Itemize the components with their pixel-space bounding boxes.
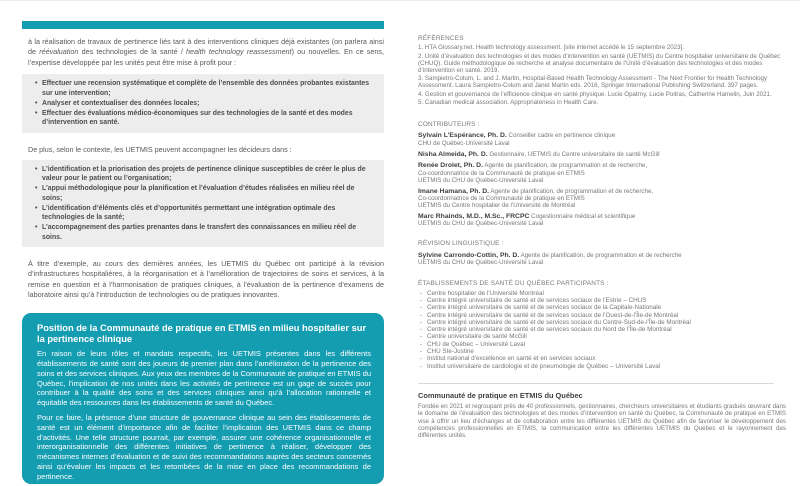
- establishment-item: - Centre universitaire de santé McGill: [427, 333, 786, 340]
- bullet-box-capabilities: [22, 74, 384, 132]
- reference-item: 3. Sampietro-Colum, L. and J. Martin, Hospital-Based Health Technology Assessment - The Next Frontier for Health Technology Assessment. Laura Sampietro-Colum and Janet Martin eds. 2016, Springer International Publishing Switzerland. 397 pages.: [418, 75, 768, 90]
- contributor-entry: [418, 151, 786, 158]
- section-divider: [418, 383, 774, 384]
- position-statement-paragraph-2: Pour ce faire, la présence d’une structure de gouvernance clinique au sein des établissements de santé est un élément d’importance afin de faciliter l’implication des UETMIS dans ce champ d’activités. Une telle structure pourrait, par exemple, assurer une cohérence organisationnelle et interorganisationnelle des différentes initiatives de pertinence à réaliser, développer des mécanismes internes d’évaluation et de suivi des recommandations auprès des secteurs concernés ainsi qu’évaluer les impacts et les retombées de la mise en place des recommandations de pertinence.: [37, 413, 371, 481]
- intro-paragraph: [22, 37, 384, 68]
- contributor-name: Nisha Almeida, Ph. D.: [418, 150, 488, 158]
- contributor-affiliation: CHU de Québec-Université Laval: [418, 139, 510, 147]
- contributors-section: [418, 121, 786, 227]
- contributor-role: Cogestionnaire médical et scientifique: [531, 213, 636, 221]
- bullet-item: • L’identification d’éléments clés et d’opportunités permettant une intégration optimale des technologies de la santé;: [42, 204, 374, 223]
- bullet-item: • L’appui méthodologique pour la planification et l’évaluation d’études réalisées en milieu réel de soins;: [42, 184, 374, 203]
- reference-item: 4. Gestion et gouvernance de l’efficience clinique en santé physique. Lucie Opatrny, Lucie Poitras, Catherine Hamelin, Juin 2021.: [418, 90, 772, 98]
- establishment-item: - Centre intégré universitaire de santé et de services sociaux de l’Ouest-de-l’Île-de Montréal: [427, 312, 786, 319]
- references-heading: RÉFÉRENCES: [418, 35, 464, 42]
- community-footer-text: Fondée en 2021 et regroupant près de 40 professionnels, gestionnaires, chercheurs universitaires et étudiants gradués œuvrant dans le domaine de l’évaluation des technologies et des modes d’intervention en santé du Québec, la Communauté de pratique en ETMIS vise à offrir un lieu d’échanges et de collaboration entre les différentes UETMIS du Québec afin de favoriser le développement des compétences professionnelles en ETMIS, la communication entre les différentes UETMIS du Québec et le rayonnement des différentes unités.: [418, 402, 786, 440]
- contributor-affiliation: UETMIS du CHU de Québec-Université Laval: [418, 176, 544, 184]
- intro-italic-2: health technology reassessment: [186, 47, 292, 57]
- references-section: [418, 35, 786, 106]
- connector-sentence: De plus, selon le contexte, les UETMIS peuvent accompagner les décideurs dans :: [28, 144, 292, 154]
- intro-italic-1: réévaluation: [39, 47, 79, 57]
- contributor-role: Agente de planification, de programmation et de recherche,: [484, 162, 648, 170]
- teal-accent-bar: [22, 21, 384, 29]
- contributor-affiliation: Co-coordonnatrice de la Communauté de pratique en ETMIS: [418, 169, 585, 177]
- contributor-entry: [418, 132, 786, 146]
- revision-heading: RÉVISION LINGUISTIQUE :: [418, 240, 504, 248]
- community-footer-heading: Communauté de pratique en ETMIS du Québec: [418, 390, 583, 400]
- bullet-item: • Analyser et contextualiser des données locales;: [42, 99, 374, 108]
- establishment-item: - Centre intégré universitaire de santé et de services sociaux de la Capitale-Nationale: [427, 304, 786, 311]
- establishments-heading: ÉTABLISSEMENTS DE SANTÉ DU QUÉBEC PARTICIPANTS :: [418, 280, 609, 288]
- position-statement-box: [22, 313, 384, 484]
- contributors-heading: CONTRIBUTEURS :: [418, 121, 480, 129]
- contributor-entry: [418, 188, 786, 209]
- establishment-item: - Centre intégré universitaire de santé et de services sociaux du Nord de l’Île-de Montréal: [427, 326, 786, 333]
- revision-entry: [418, 252, 786, 266]
- establishments-section: [418, 280, 786, 370]
- community-footer-section: [418, 391, 786, 439]
- bullet-item: • Effectuer une recension systématique et complète de l’ensemble des données probantes existantes sur une intervention;: [42, 79, 374, 98]
- reference-item: 5. Canadian medical association. Appropriateness in Health Care.: [418, 98, 599, 106]
- bullet-box-support: [22, 160, 384, 247]
- bullet-item: • L’accompagnement des parties prenantes dans le transfert des connaissances en milieu réel de soins.: [42, 223, 374, 242]
- bullet-item: • L’identification et la priorisation des projets de pertinence clinique susceptibles de créer le plus de valeur pour le patient ou l’organisation;: [42, 165, 374, 184]
- revision-role: Agente de planification, de programmation et de recherche: [520, 251, 682, 259]
- position-statement-title: Position de la Communauté de pratique en ETMIS en milieu hospitalier sur la pertinence clinique: [37, 322, 367, 344]
- bullet-item: • Effectuer des évaluations médico-économiques sur des technologies de la santé et des modes d’intervention en santé.: [42, 109, 374, 128]
- example-paragraph: À titre d’exemple, au cours des dernières années, les UETMIS du Québec ont participé à la révision d’infrastructures hospitalières, à la réorganisation et à l’amélioration de trajectoires de soins et services, à la remise en question et à l’harmonisation de pratiques cliniques, à l’évaluation de la pertinence d’examens de laboratoire ainsi qu’à l’introduction de technologies ou de pratiques innovantes.: [28, 259, 384, 300]
- contributor-affiliation: Co-coordonnatrice de la Communauté de pratique en ETMIS: [418, 195, 585, 203]
- intro-text-1: à la réalisation de travaux de pertinence liés tant à des interventions cliniques déjà existantes (on parlera ainsi de: [28, 37, 384, 57]
- bullet-list: [32, 165, 374, 242]
- contributor-role: Gestionnaire, UETMIS du Centre universitaire de santé McGill: [489, 150, 660, 158]
- intro-text-2: des technologies de la santé /: [78, 47, 187, 57]
- establishment-item: - CHU de Québec – Université Laval: [427, 341, 786, 348]
- establishment-item: - Institut universitaire de cardiologie et de pneumologie de Québec – Université Laval: [427, 363, 786, 370]
- right-column: [418, 35, 786, 439]
- contributor-name: Sylvain L’Espérance, Ph. D.: [418, 132, 507, 140]
- contributor-affiliation: UETMIS du CHU de Québec-Université Laval: [418, 220, 544, 228]
- contributor-affiliation: UETMIS du Centre hospitalier de l’Université de Montréal: [418, 202, 576, 210]
- linguistic-revision-section: [418, 240, 786, 266]
- contributor-entry: [418, 213, 786, 227]
- contributor-name: Imane Hamana, Ph. D.: [418, 187, 490, 195]
- establishment-item: - Centre hospitalier de l’Université Montréal: [427, 290, 786, 297]
- reference-item: 1. HTA Glossary.net. Health technology assessment. [site internet accédé le 15 septembre 2023].: [418, 44, 684, 52]
- revision-name: Sylvine Carrondo-Cottin, Ph. D.: [418, 251, 520, 259]
- contributor-role: Agente de planification, de programmation et de recherche,: [490, 187, 654, 195]
- reference-item: 2. Unité d’évaluation des technologies et des modes d’intervention en santé (UETMIS) du Centre hospitalier universitaire de Québec (CHUQ). Guide méthodologique de recherche et analyse documentaire de l’Unité d’évaluation des technologies et des modes d’intervention en santé. 2019.: [418, 52, 781, 75]
- contributor-role: Conseiller cadre en pertinence clinique: [508, 132, 616, 140]
- establishments-list: [418, 290, 786, 370]
- contributor-name: Marc Rhainds, M.D., M.Sc., FRCPC: [418, 213, 530, 221]
- establishment-item: - Centre intégré universitaire de santé et de services sociaux du Centre-Sud-de-l’Île-de Montréal: [427, 319, 786, 326]
- bullet-list: [32, 79, 374, 127]
- contributor-entry: [418, 162, 786, 183]
- establishment-item: - Centre intégré universitaire de santé et de services sociaux de l’Estrie – CHUS: [427, 297, 786, 304]
- revision-affiliation: UETMIS du CHU de Québec-Université Laval: [418, 259, 544, 267]
- position-statement-paragraph-1: En raison de leurs rôles et mandats respectifs, les UETMIS présentes dans les différents établissements de santé sont des joueurs de premier plan dans l’amélioration de la pertinence des soins et des services cliniques. Aux yeux des membres de la Communauté de pratique en ETMIS du Québec, l’implication de nos unités dans les activités de pertinence est un gage de succès pour contribuer à la qualité des soins et des services cliniques ainsi qu’à l’allocation rationnelle et équitable des ressources dans les établissements de santé du Québec.: [37, 349, 371, 408]
- establishment-item: - CHU Ste-Justine: [427, 348, 786, 355]
- contributor-name: Renée Drolet, Ph. D.: [418, 162, 483, 170]
- intro-text-3: ) ou nouvelles. En ce sens, l’expertise développée par les unités peut être mise à profit pour :: [28, 47, 384, 67]
- left-column: [22, 21, 384, 484]
- establishment-item: - Institut national d’excellence en santé et en services sociaux: [427, 355, 786, 362]
